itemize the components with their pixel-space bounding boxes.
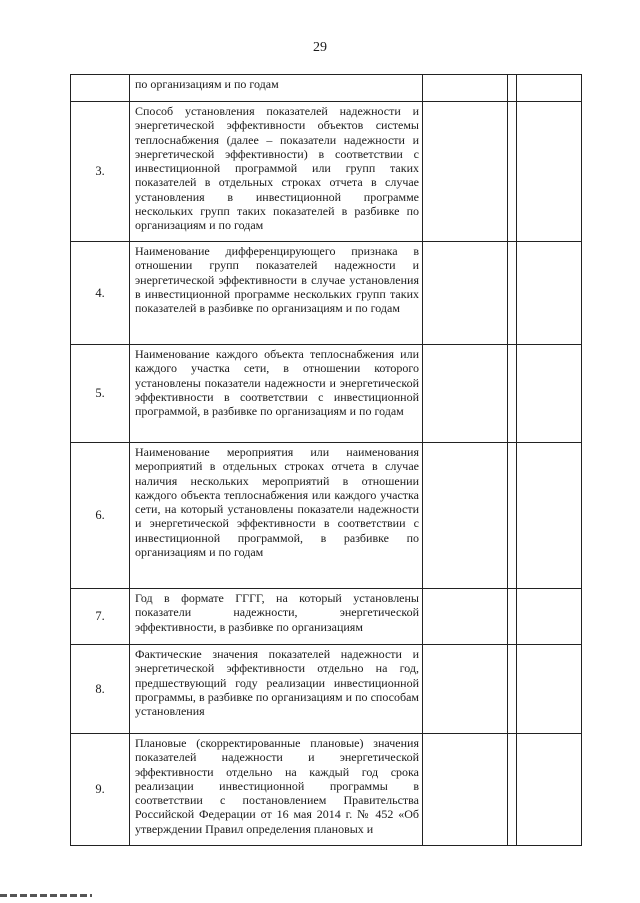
empty-cell (517, 102, 582, 242)
empty-cell (423, 242, 508, 345)
row-description: Фактические значения показателей надежности и энергетической эффективности отдельно на год, предшествующий году реализации инвестиционной программы, в разбивке по организациям и по способам установления (130, 645, 423, 734)
row-number: 6. (71, 443, 130, 589)
empty-cell (508, 645, 517, 734)
row-number: 3. (71, 102, 130, 242)
row-description: Плановые (скорректированные плановые) значения показателей надежности и энергетической эффективности отдельно на каждый год срока реализации инвестиционной программы в соответствии с постановлением Правительства Российской Федерации от 16 мая 2014 г. № 452 «Об утверждении Правил определения плановых и (130, 734, 423, 846)
table-row (71, 734, 582, 846)
empty-cell (508, 75, 517, 102)
row-number: 4. (71, 242, 130, 345)
empty-cell (508, 345, 517, 443)
empty-cell (508, 443, 517, 589)
table-row (71, 345, 582, 443)
empty-cell (517, 734, 582, 846)
empty-cell (423, 75, 508, 102)
empty-cell (517, 242, 582, 345)
empty-cell (517, 345, 582, 443)
row-description: Наименование дифференцирующего признака в отношении групп показателей надежности и энергетической эффективности в случае установления в инвестиционной программе нескольких групп таких показателей в разбивке по организациям и по годам (130, 242, 423, 345)
row-number: 8. (71, 645, 130, 734)
requirements-table (70, 74, 582, 846)
row-number (71, 75, 130, 102)
empty-cell (423, 645, 508, 734)
empty-cell (423, 345, 508, 443)
empty-cell (423, 734, 508, 846)
row-description: Способ установления показателей надежности и энергетической эффективности объектов системы теплоснабжения (далее – показатели надежности и энергетической эффективности) в соответствии с инвестиционной программой или групп таких показателей в отдельных строках отчета в случае установления в инвестиционной программе нескольких групп таких показателей в разбивке по организациям и по годам (130, 102, 423, 242)
row-description: по организациям и по годам (130, 75, 423, 102)
page-number: 29 (313, 40, 327, 55)
table-row (71, 102, 582, 242)
empty-cell (508, 589, 517, 645)
table-row (71, 589, 582, 645)
scan-edge-marks (0, 894, 92, 897)
table-row (71, 75, 582, 102)
row-description: Наименование мероприятия или наименования мероприятий в отдельных строках отчета в случае наличия нескольких мероприятий в отношении каждого объекта теплоснабжения или каждого участка сети, на который установлены показатели надежности и энергетической эффективности в соответствии с инвестиционной программой, в разбивке по организациям и по годам (130, 443, 423, 589)
row-number: 5. (71, 345, 130, 443)
row-description: Наименование каждого объекта теплоснабжения или каждого участка сети, в отношении которого установлены показатели надежности и энергетической эффективности в соответствии с инвестиционной программой, в разбивке по организациям и по годам (130, 345, 423, 443)
empty-cell (423, 443, 508, 589)
empty-cell (517, 75, 582, 102)
table-row (71, 242, 582, 345)
empty-cell (517, 443, 582, 589)
row-description: Год в формате ГГГГ, на который установлены показатели надежности, энергетической эффективности, в разбивке по организациям (130, 589, 423, 645)
table-row (71, 645, 582, 734)
empty-cell (517, 589, 582, 645)
empty-cell (508, 734, 517, 846)
table-row (71, 443, 582, 589)
empty-cell (508, 242, 517, 345)
row-number: 9. (71, 734, 130, 846)
empty-cell (517, 645, 582, 734)
empty-cell (423, 102, 508, 242)
empty-cell (508, 102, 517, 242)
row-number: 7. (71, 589, 130, 645)
empty-cell (423, 589, 508, 645)
